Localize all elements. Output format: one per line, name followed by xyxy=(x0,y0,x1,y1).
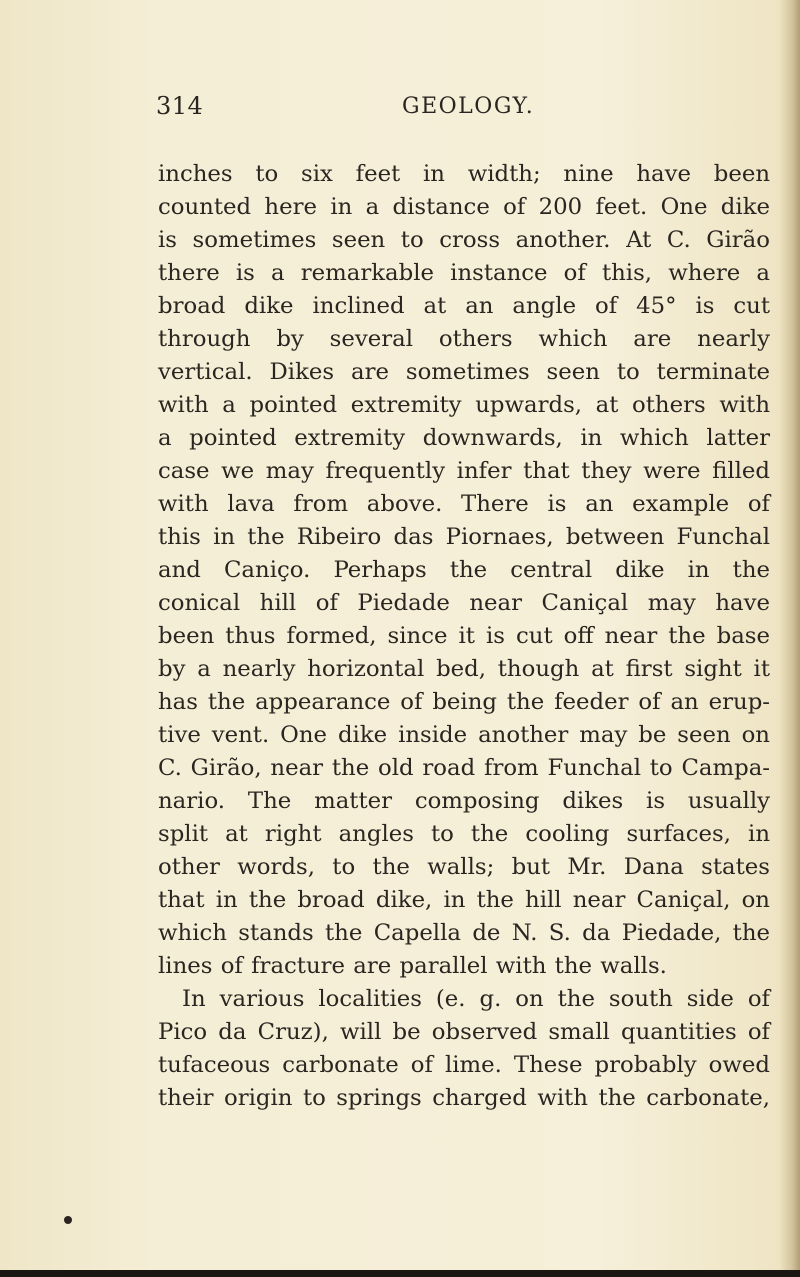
running-head: GEOLOGY. xyxy=(402,94,535,119)
text-line: tufaceous carbonate of lime. These probably owed xyxy=(158,1052,770,1078)
text-line: split at right angles to the cooling surfaces, in xyxy=(158,821,770,847)
page-number: 314 xyxy=(156,92,204,120)
text-line: that in the broad dike, in the hill near Caniçal, on xyxy=(158,887,770,913)
text-line: nario. The matter composing dikes is usually xyxy=(158,788,770,814)
text-line: with a pointed extremity upwards, at others with xyxy=(158,392,770,418)
text-line: inches to six feet in width; nine have been xyxy=(158,161,770,187)
bottom-rule xyxy=(0,1270,800,1277)
text-line: vertical. Dikes are sometimes seen to terminate xyxy=(158,359,770,385)
text-line: other words, to the walls; but Mr. Dana states xyxy=(158,854,770,880)
text-line: been thus formed, since it is cut off near the base xyxy=(158,623,770,649)
text-line: conical hill of Piedade near Caniçal may have xyxy=(158,590,770,616)
body-text xyxy=(158,158,770,1115)
text-line: this in the Ribeiro das Piornaes, between Funchal xyxy=(158,524,770,550)
page-header xyxy=(0,92,800,132)
page-edge-shadow xyxy=(780,0,800,1277)
text-line: by a nearly horizontal bed, though at first sight it xyxy=(158,656,770,682)
text-line: a pointed extremity downwards, in which latter xyxy=(158,425,770,451)
margin-dot xyxy=(64,1216,72,1224)
text-line: C. Girão, near the old road from Funchal to Campa- xyxy=(158,755,770,781)
text-line: which stands the Capella de N. S. da Piedade, the xyxy=(158,920,770,946)
text-line: through by several others which are nearly xyxy=(158,326,770,352)
text-line: their origin to springs charged with the carbonate, xyxy=(158,1085,770,1111)
text-line: with lava from above. There is an example of xyxy=(158,491,770,517)
text-line: and Caniço. Perhaps the central dike in the xyxy=(158,557,770,583)
text-line: there is a remarkable instance of this, where a xyxy=(158,260,770,286)
text-line: case we may frequently infer that they were filled xyxy=(158,458,770,484)
text-line: is sometimes seen to cross another. At C. Girão xyxy=(158,227,770,253)
text-line: has the appearance of being the feeder of an erup- xyxy=(158,689,770,715)
text-line: lines of fracture are parallel with the walls. xyxy=(158,953,667,979)
text-line: broad dike inclined at an angle of 45° is cut xyxy=(158,293,770,319)
text-line: Pico da Cruz), will be observed small quantities of xyxy=(158,1019,770,1045)
text-line: tive vent. One dike inside another may be seen on xyxy=(158,722,770,748)
text-line: In various localities (e. g. on the south side of xyxy=(182,986,770,1012)
text-line: counted here in a distance of 200 feet. One dike xyxy=(158,194,770,220)
